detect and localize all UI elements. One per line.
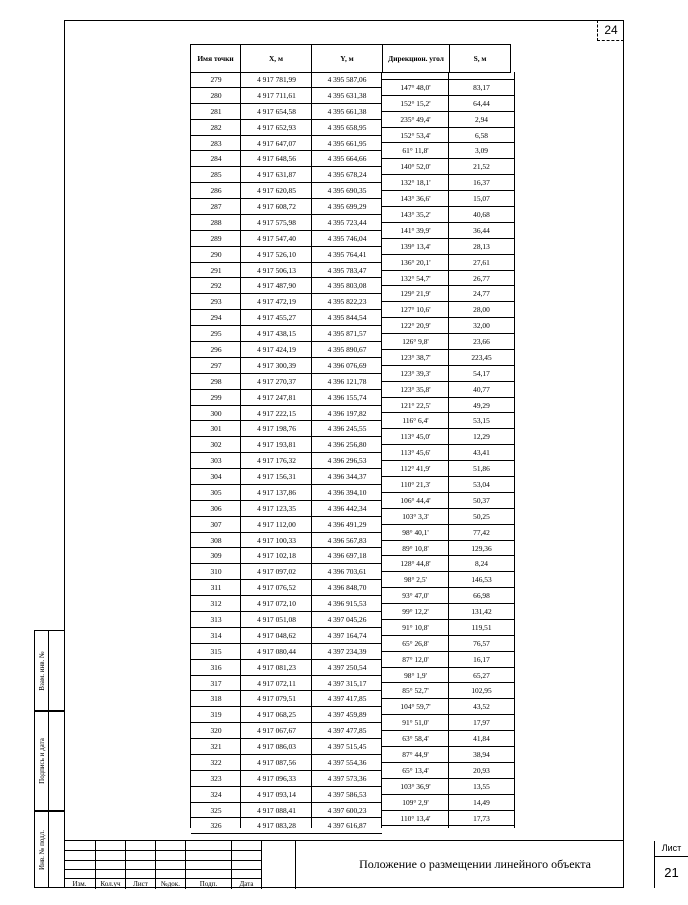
point-name: 287: [191, 199, 241, 215]
segment-angle: 89° 10,8': [382, 541, 449, 557]
point-y: 4 397 459,89: [312, 707, 382, 723]
side-label-signature: Подпись и дата: [37, 738, 46, 784]
stamp-cell: [64, 870, 96, 879]
point-x: 4 917 455,27: [241, 310, 312, 326]
point-x: 4 917 083,28: [241, 818, 312, 834]
point-y: 4 395 723,44: [312, 215, 382, 231]
point-y: 4 396 197,82: [312, 406, 382, 422]
point-x: 4 917 051,08: [241, 612, 312, 628]
segment-angle: 123° 39,3': [382, 366, 449, 382]
point-x: 4 917 608,72: [241, 199, 312, 215]
point-x: 4 917 711,61: [241, 88, 312, 104]
segment-distance: 54,17: [449, 366, 514, 382]
point-x: 4 917 472,19: [241, 294, 312, 310]
stamp-cell: [232, 870, 262, 879]
segment-distance: 13,55: [449, 779, 514, 795]
stamp-cell: [156, 851, 186, 861]
point-y: 4 396 697,18: [312, 548, 382, 564]
point-x: 4 917 575,98: [241, 215, 312, 231]
segment-angle: 112° 41,9': [382, 461, 449, 477]
point-name: 306: [191, 501, 241, 517]
segment-distance: 77,42: [449, 525, 514, 541]
segment-angle: 104° 59,7': [382, 699, 449, 715]
point-x: 4 917 072,11: [241, 676, 312, 692]
point-y: 4 395 803,08: [312, 278, 382, 294]
segment-distance: 12,29: [449, 429, 514, 445]
segment-distance: 83,17: [449, 80, 514, 96]
point-name: 291: [191, 263, 241, 279]
segment-distance: 41,84: [449, 731, 514, 747]
point-name: 279: [191, 72, 241, 88]
point-name: 310: [191, 564, 241, 580]
point-x: 4 917 547,40: [241, 231, 312, 247]
point-y: 4 396 256,80: [312, 437, 382, 453]
point-x: 4 917 081,23: [241, 660, 312, 676]
point-name: 303: [191, 453, 241, 469]
point-name: 285: [191, 167, 241, 183]
point-x: 4 917 631,87: [241, 167, 312, 183]
stamp-cell: [156, 870, 186, 879]
point-name: 294: [191, 310, 241, 326]
segment-angle: 113° 45,0': [382, 429, 449, 445]
point-x: 4 917 222,15: [241, 406, 312, 422]
stamp-cell: [186, 861, 232, 870]
segment-angle: 122° 20,9': [382, 318, 449, 334]
segment-distance: 17,97: [449, 715, 514, 731]
point-x: 4 917 647,07: [241, 136, 312, 152]
point-x: 4 917 156,31: [241, 469, 312, 485]
point-y: 4 397 315,17: [312, 676, 382, 692]
point-y: 4 397 616,87: [312, 818, 382, 834]
segment-angle: 98° 1,9': [382, 668, 449, 684]
point-name: 317: [191, 676, 241, 692]
point-y: 4 397 417,85: [312, 691, 382, 707]
segment-distance: 21,52: [449, 159, 514, 175]
segment-distance: 16,17: [449, 652, 514, 668]
point-name: 311: [191, 580, 241, 596]
point-name: 326: [191, 818, 241, 834]
point-y: 4 396 076,69: [312, 358, 382, 374]
coordinates-table-header: [190, 44, 511, 73]
segment-angle: 63° 58,4': [382, 731, 449, 747]
stamp-label: Подп.: [186, 879, 232, 889]
header-y: Y, м: [312, 45, 383, 73]
segment-distance: 36,44: [449, 223, 514, 239]
stamp-cell: [96, 861, 126, 870]
point-name: 289: [191, 231, 241, 247]
stamp-cell: [156, 861, 186, 870]
point-y: 4 396 155,74: [312, 390, 382, 406]
point-name: 321: [191, 739, 241, 755]
point-y: 4 396 703,61: [312, 564, 382, 580]
point-y: 4 395 690,35: [312, 183, 382, 199]
point-name: 325: [191, 803, 241, 819]
point-x: 4 917 080,44: [241, 644, 312, 660]
point-y: 4 396 491,29: [312, 517, 382, 533]
segment-angle: 103° 3,3': [382, 509, 449, 525]
point-name: 315: [191, 644, 241, 660]
segment-angle: 132° 54,7': [382, 271, 449, 287]
segment-distance: 14,49: [449, 795, 514, 811]
point-name: 301: [191, 421, 241, 437]
point-y: 4 396 848,70: [312, 580, 382, 596]
point-y: 4 395 658,95: [312, 120, 382, 136]
segment-angle: 132° 18,1': [382, 175, 449, 191]
point-y: 4 396 567,83: [312, 533, 382, 549]
stamp-cell: [232, 851, 262, 861]
point-name: 302: [191, 437, 241, 453]
point-x: 4 917 506,13: [241, 263, 312, 279]
point-x: 4 917 176,32: [241, 453, 312, 469]
point-x: 4 917 654,58: [241, 104, 312, 120]
point-y: 4 397 573,36: [312, 771, 382, 787]
segment-angle: 123° 38,7': [382, 350, 449, 366]
point-x: 4 917 652,93: [241, 120, 312, 136]
point-x: 4 917 487,90: [241, 278, 312, 294]
point-y: 4 395 746,04: [312, 231, 382, 247]
point-y: 4 395 764,41: [312, 247, 382, 263]
point-y: 4 395 678,24: [312, 167, 382, 183]
point-x: 4 917 424,19: [241, 342, 312, 358]
point-name: 319: [191, 707, 241, 723]
point-name: 290: [191, 247, 241, 263]
point-y: 4 395 699,29: [312, 199, 382, 215]
point-name: 308: [191, 533, 241, 549]
segment-angle: 129° 21,9': [382, 286, 449, 302]
header-direction-angle: Дирекцион. угол: [383, 45, 450, 73]
point-name: 288: [191, 215, 241, 231]
stamp-cell: [126, 851, 156, 861]
segment-angle: 91° 10,8': [382, 620, 449, 636]
stamp-cell: [126, 870, 156, 879]
point-y: 4 396 442,34: [312, 501, 382, 517]
segment-distance: 76,57: [449, 636, 514, 652]
point-y: 4 395 587,06: [312, 72, 382, 88]
sheet-label: Лист: [654, 841, 688, 857]
coordinates-table-body: [190, 72, 515, 831]
segment-distance: 27,61: [449, 255, 514, 271]
segment-angle: 87° 12,0': [382, 652, 449, 668]
point-x: 4 917 137,86: [241, 485, 312, 501]
stamp-cell: [96, 851, 126, 861]
stamp-cell: [156, 841, 186, 851]
point-x: 4 917 193,81: [241, 437, 312, 453]
point-x: 4 917 079,51: [241, 691, 312, 707]
segment-distance: 119,51: [449, 620, 514, 636]
segment-angle: 103° 36,9': [382, 779, 449, 795]
point-y: 4 396 394,10: [312, 485, 382, 501]
point-y: 4 395 822,23: [312, 294, 382, 310]
stamp-cell: [186, 870, 232, 879]
side-label-inventory: Инв. № подл.: [37, 829, 46, 870]
segment-angle: 126° 9,8': [382, 334, 449, 350]
point-y: 4 396 344,37: [312, 469, 382, 485]
point-name: 320: [191, 723, 241, 739]
point-x: 4 917 781,99: [241, 72, 312, 88]
stamp-cell: [64, 851, 96, 861]
point-y: 4 395 664,66: [312, 151, 382, 167]
point-y: 4 396 296,53: [312, 453, 382, 469]
segment-distance: 23,66: [449, 334, 514, 350]
segment-distance: 40,77: [449, 382, 514, 398]
stamp-label: Лист: [126, 879, 156, 889]
segment-distance: 38,94: [449, 747, 514, 763]
point-y: 4 397 250,54: [312, 660, 382, 676]
segment-angle: 109° 2,9': [382, 795, 449, 811]
stamp-cell: [232, 841, 262, 851]
point-x: 4 917 648,56: [241, 151, 312, 167]
point-y: 4 397 164,74: [312, 628, 382, 644]
segment-distance: 8,24: [449, 556, 514, 572]
point-name: 298: [191, 374, 241, 390]
segment-distance: 50,25: [449, 509, 514, 525]
point-y: 4 397 515,45: [312, 739, 382, 755]
stamp-cell: [96, 841, 126, 851]
segment-angle: 123° 35,8': [382, 382, 449, 398]
header-x: X, м: [241, 45, 312, 73]
segment-angle: 116° 6,4': [382, 413, 449, 429]
segment-distance: 26,77: [449, 271, 514, 287]
side-block-signature: [34, 711, 64, 811]
segment-angle: 91° 51,0': [382, 715, 449, 731]
point-y: 4 395 890,67: [312, 342, 382, 358]
point-name: 309: [191, 548, 241, 564]
point-name: 281: [191, 104, 241, 120]
point-x: 4 917 112,00: [241, 517, 312, 533]
segment-angle: 140° 52,0': [382, 159, 449, 175]
segment-distance: 15,07: [449, 191, 514, 207]
stamp-cell: [126, 861, 156, 870]
point-x: 4 917 102,18: [241, 548, 312, 564]
segment-angle: 139° 13,4': [382, 239, 449, 255]
stamp-cell: [64, 841, 96, 851]
point-name: 292: [191, 278, 241, 294]
point-y: 4 397 234,39: [312, 644, 382, 660]
segment-angle: 113° 45,6': [382, 445, 449, 461]
segment-angle: 127° 10,6': [382, 302, 449, 318]
stamp-cell: [186, 851, 232, 861]
segment-distance: 53,15: [449, 413, 514, 429]
segment-angle: 136° 20,1': [382, 255, 449, 271]
segment-distance: 223,45: [449, 350, 514, 366]
point-x: 4 917 123,35: [241, 501, 312, 517]
segment-angle: 128° 44,8': [382, 556, 449, 572]
point-name: 312: [191, 596, 241, 612]
point-name: 295: [191, 326, 241, 342]
stamp-cell: [262, 841, 296, 889]
sheet-number: 21: [654, 857, 688, 888]
point-name: 293: [191, 294, 241, 310]
segment-distance: 2,94: [449, 112, 514, 128]
point-x: 4 917 438,15: [241, 326, 312, 342]
point-y: 4 397 554,36: [312, 755, 382, 771]
segment-distance: 40,68: [449, 207, 514, 223]
segment-angle: 152° 53,4': [382, 128, 449, 144]
segment-distance: 129,36: [449, 541, 514, 557]
segment-distance: 66,98: [449, 588, 514, 604]
side-block-replacement: [34, 630, 64, 711]
segment-angle: 65° 26,8': [382, 636, 449, 652]
point-x: 4 917 048,62: [241, 628, 312, 644]
segment-angle: 152° 15,2': [382, 96, 449, 112]
point-x: 4 917 300,39: [241, 358, 312, 374]
point-name: 322: [191, 755, 241, 771]
point-name: 286: [191, 183, 241, 199]
stamp-cell: [232, 861, 262, 870]
segment-distance: 6,58: [449, 128, 514, 144]
sheet-top-number: 24: [597, 20, 624, 41]
segment-distance: 50,37: [449, 493, 514, 509]
segment-angle: 235° 49,4': [382, 112, 449, 128]
point-name: 323: [191, 771, 241, 787]
point-name: 318: [191, 691, 241, 707]
point-y: 4 395 783,47: [312, 263, 382, 279]
point-y: 4 396 245,55: [312, 421, 382, 437]
segment-distance: 131,42: [449, 604, 514, 620]
point-name: 313: [191, 612, 241, 628]
segment-distance: 3,09: [449, 143, 514, 159]
point-x: 4 917 096,33: [241, 771, 312, 787]
side-label-replacement: Взам. инв. №: [37, 650, 46, 691]
point-y: 4 395 871,57: [312, 326, 382, 342]
point-name: 296: [191, 342, 241, 358]
segment-distance: 32,00: [449, 318, 514, 334]
point-name: 300: [191, 406, 241, 422]
header-distance: S, м: [450, 45, 511, 73]
point-name: 283: [191, 136, 241, 152]
point-name: 324: [191, 787, 241, 803]
point-x: 4 917 620,85: [241, 183, 312, 199]
segment-distance: 102,95: [449, 683, 514, 699]
segment-angle: 98° 40,1': [382, 525, 449, 541]
segment-distance: 65,27: [449, 668, 514, 684]
segment-distance: 146,53: [449, 572, 514, 588]
point-y: 4 397 586,53: [312, 787, 382, 803]
point-x: 4 917 198,76: [241, 421, 312, 437]
point-x: 4 917 270,37: [241, 374, 312, 390]
side-block-inventory: [34, 811, 64, 888]
segment-angle: 99° 12,2': [382, 604, 449, 620]
stamp-cell: [186, 841, 232, 851]
point-x: 4 917 086,03: [241, 739, 312, 755]
point-x: 4 917 072,10: [241, 596, 312, 612]
segment-angle: 141° 39,9': [382, 223, 449, 239]
segment-distance: 20,93: [449, 763, 514, 779]
stamp-label: Дата: [232, 879, 262, 889]
segment-distance: 43,52: [449, 699, 514, 715]
stamp-label: Кол.уч: [96, 879, 126, 889]
point-name: 316: [191, 660, 241, 676]
point-x: 4 917 247,81: [241, 390, 312, 406]
segment-distance: 17,73: [449, 811, 514, 827]
point-y: 4 396 121,78: [312, 374, 382, 390]
header-point-name: Имя точки: [191, 45, 241, 73]
point-name: 314: [191, 628, 241, 644]
stamp-cell: [64, 861, 96, 870]
stamp-cell: [126, 841, 156, 851]
point-name: 280: [191, 88, 241, 104]
point-y: 4 395 631,38: [312, 88, 382, 104]
point-y: 4 395 661,38: [312, 104, 382, 120]
segment-angle: 87° 44,9': [382, 747, 449, 763]
point-name: 299: [191, 390, 241, 406]
point-x: 4 917 093,14: [241, 787, 312, 803]
point-x: 4 917 100,33: [241, 533, 312, 549]
point-name: 307: [191, 517, 241, 533]
point-y: 4 396 915,53: [312, 596, 382, 612]
segment-angle: 106° 44,4': [382, 493, 449, 509]
point-y: 4 397 045,26: [312, 612, 382, 628]
point-name: 282: [191, 120, 241, 136]
point-x: 4 917 097,02: [241, 564, 312, 580]
stamp-cell: [96, 870, 126, 879]
point-x: 4 917 068,25: [241, 707, 312, 723]
segment-angle: 93° 47,0': [382, 588, 449, 604]
point-x: 4 917 087,56: [241, 755, 312, 771]
point-name: 304: [191, 469, 241, 485]
point-x: 4 917 076,52: [241, 580, 312, 596]
point-name: 305: [191, 485, 241, 501]
segment-distance: 28,13: [449, 239, 514, 255]
segment-distance: 28,00: [449, 302, 514, 318]
segment-angle: 110° 21,3': [382, 477, 449, 493]
segment-angle: 98° 2,5': [382, 572, 449, 588]
segment-angle: 147° 48,0': [382, 80, 449, 96]
segment-angle: 143° 35,2': [382, 207, 449, 223]
stamp-label: Изм.: [64, 879, 96, 889]
point-y: 4 397 477,85: [312, 723, 382, 739]
segment-distance: 53,04: [449, 477, 514, 493]
point-name: 284: [191, 151, 241, 167]
segment-distance: 16,37: [449, 175, 514, 191]
segment-distance: 24,77: [449, 286, 514, 302]
segment-angle: 110° 13,4': [382, 811, 449, 827]
segment-angle: 143° 36,6': [382, 191, 449, 207]
point-name: 297: [191, 358, 241, 374]
point-x: 4 917 088,41: [241, 803, 312, 819]
point-y: 4 397 600,23: [312, 803, 382, 819]
segment-angle: 65° 13,4': [382, 763, 449, 779]
segment-distance: 43,41: [449, 445, 514, 461]
point-y: 4 395 661,95: [312, 136, 382, 152]
document-title: Положение о размещении линейного объекта: [359, 857, 591, 871]
title-block: [64, 840, 682, 888]
segment-angle: 61° 11,8': [382, 143, 449, 159]
segment-angle: 121° 22,5': [382, 398, 449, 414]
segment-distance: 64,44: [449, 96, 514, 112]
point-y: 4 395 844,54: [312, 310, 382, 326]
segment-distance: 51,86: [449, 461, 514, 477]
point-x: 4 917 067,67: [241, 723, 312, 739]
point-x: 4 917 526,10: [241, 247, 312, 263]
segment-distance: 49,29: [449, 398, 514, 414]
segment-angle: 85° 52,7': [382, 683, 449, 699]
stamp-label: №док.: [156, 879, 186, 889]
